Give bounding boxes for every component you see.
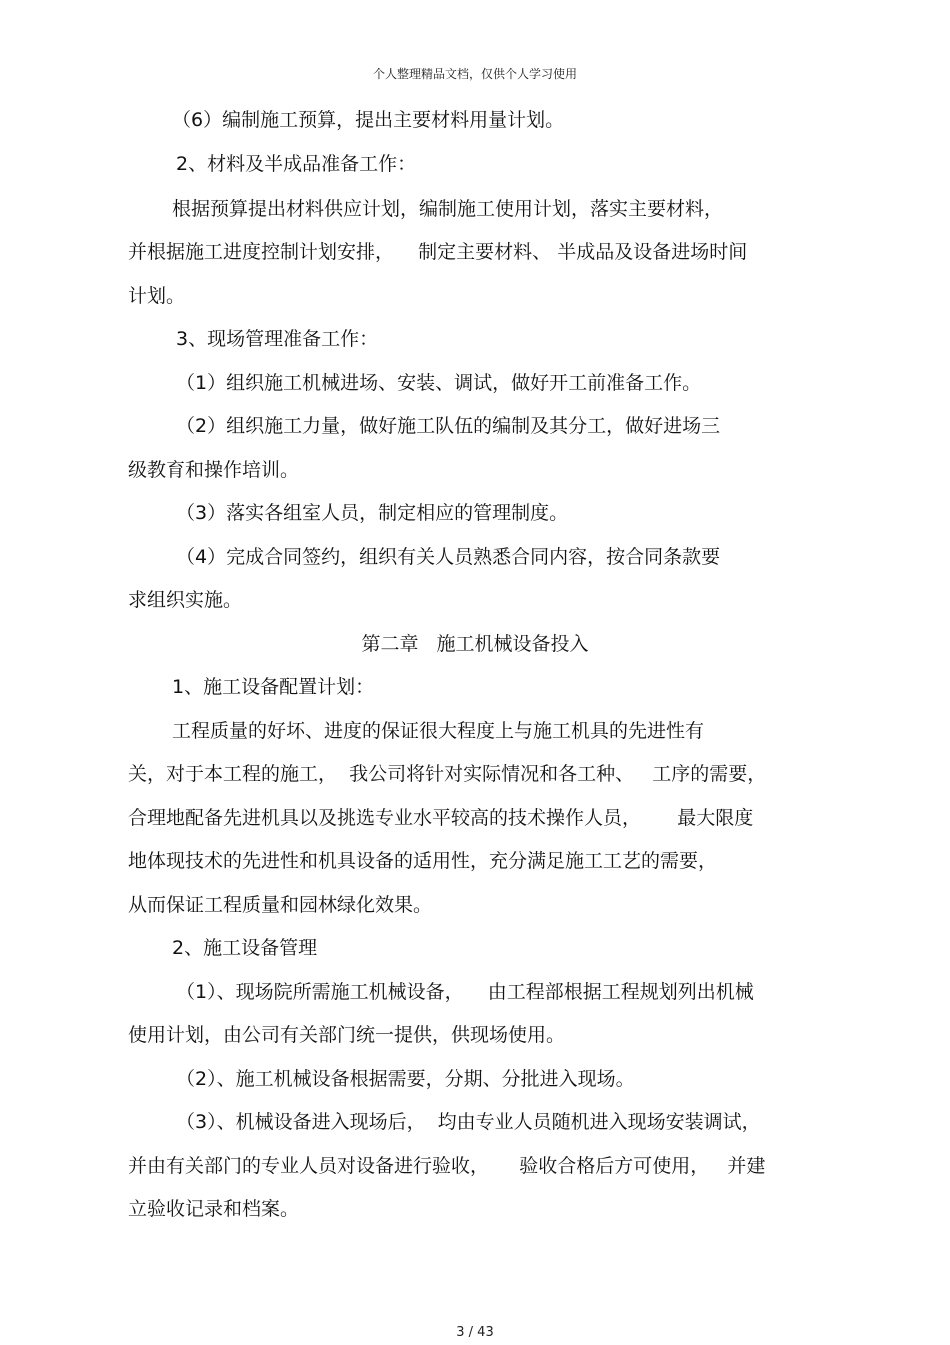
text-line: 立验收记录和档案。 (128, 1198, 300, 1220)
section-heading: 1、施工设备配置计划： (172, 676, 375, 698)
page-header: 个人整理精品文档，仅供个人学习使用 (372, 67, 577, 81)
text-line: （2）、施工机械设备根据需要，分期、分批进入现场。 (176, 1068, 635, 1090)
text-line: （3）、机械设备进入现场后， 均由专业人员随机进入现场安装调试， (176, 1111, 761, 1133)
text-line: 计划。 (128, 285, 186, 307)
page-number: 3 / 43 (456, 1325, 494, 1340)
text-line: 并由有关部门的专业人员对设备进行验收， 验收合格后方可使用， 并建 (128, 1155, 766, 1177)
text-line: 级教育和操作培训。 (128, 459, 300, 481)
text-line: （1）组织施工机械进场、安装、调试，做好开工前准备工作。 (176, 372, 702, 394)
text-line: 根据预算提出材料供应计划，编制施工使用计划，落实主要材料， (172, 198, 724, 220)
section-heading: 3、现场管理准备工作： (176, 328, 379, 350)
text-line: （6）编制施工预算，提出主要材料用量计划。 (172, 109, 565, 131)
text-line: 地体现技术的先进性和机具设备的适用性，充分满足施工工艺的需要， (128, 850, 718, 872)
text-line: 合理地配备先进机具以及挑选专业水平较高的技术操作人员， 最大限度 (128, 807, 754, 829)
text-line: 并根据施工进度控制计划安排， 制定主要材料、 半成品及设备进场时间 (128, 241, 748, 263)
section-heading: 2、材料及半成品准备工作： (176, 153, 417, 175)
chapter-title: 第二章 施工机械设备投入 (361, 633, 589, 655)
text-line: 求组织实施。 (128, 589, 243, 611)
text-line: （2）组织施工力量，做好施工队伍的编制及其分工，做好进场三 (176, 415, 721, 437)
text-line: （4）完成合同签约，组织有关人员熟悉合同内容，按合同条款要 (176, 546, 721, 568)
text-line: 从而保证工程质量和园林绿化效果。 (128, 894, 433, 916)
section-heading: 2、施工设备管理 (172, 937, 318, 959)
text-line: 关，对于本工程的施工， 我公司将针对实际情况和各工种、 工序的需要， (128, 763, 767, 785)
text-line: 工程质量的好坏、进度的保证很大程度上与施工机具的先进性有 (172, 720, 705, 742)
text-line: （3）落实各组室人员，制定相应的管理制度。 (176, 502, 569, 524)
text-line: 使用计划，由公司有关部门统一提供，供现场使用。 (128, 1024, 566, 1046)
text-line: （1）、现场院所需施工机械设备， 由工程部根据工程规划列出机械 (176, 981, 754, 1003)
